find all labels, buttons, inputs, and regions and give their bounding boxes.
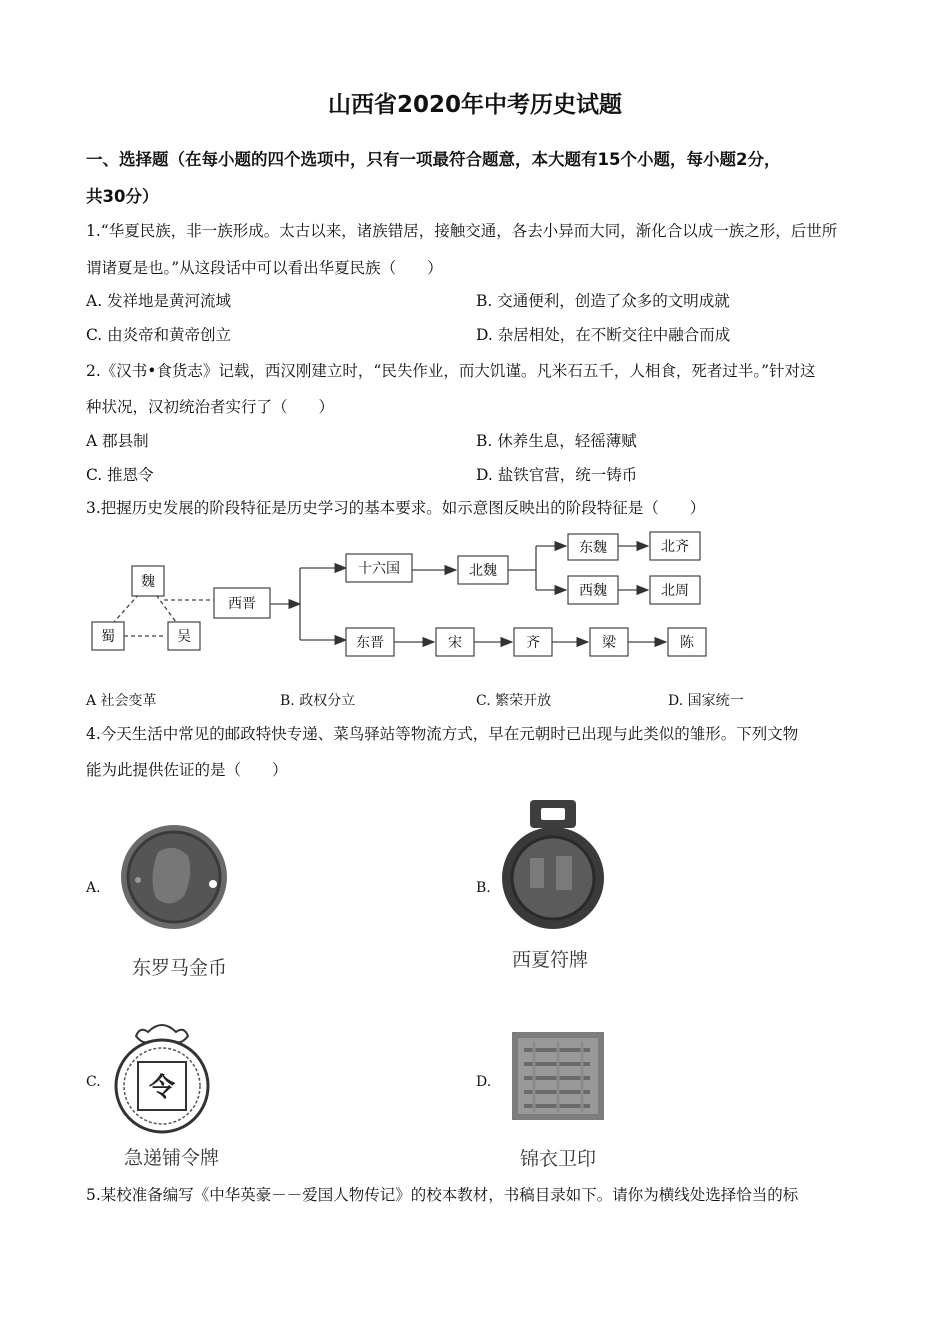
token-glyph: 令 <box>148 1073 176 1103</box>
q3-option-a[interactable]: A 社会变革 <box>86 693 157 709</box>
q5-stem-line1: 5.某校准备编写《中华英豪－－爱国人物传记》的校本教材，书稿目录如下。请你为横线处选择恰当的标 <box>86 1186 799 1204</box>
q3-stem: 3.把握历史发展的阶段特征是历史学习的基本要求。如示意图反映出的阶段特征是（ ） <box>86 499 706 517</box>
q1-stem-line2: 谓诸夏是也。”从这段话中可以看出华夏民族（ ） <box>86 259 443 277</box>
q1-option-d[interactable]: D. 杂居相处，在不断交往中融合而成 <box>476 326 731 344</box>
label-xijin: 西晋 <box>228 596 256 612</box>
q3-option-b[interactable]: B. 政权分立 <box>280 693 356 709</box>
q2-option-b[interactable]: B. 休养生息，轻徭薄赋 <box>476 432 637 450</box>
q2-stem-line2: 种状况，汉初统治者实行了（ ） <box>86 398 335 416</box>
label-wu: 吴 <box>177 629 191 645</box>
label-beizhou: 北周 <box>661 583 689 599</box>
q4-option-d-caption: 锦衣卫印 <box>520 1148 597 1170</box>
q2-option-d[interactable]: D. 盐铁官营，统一铸币 <box>476 466 638 484</box>
label-beiqi: 北齐 <box>661 539 689 555</box>
q4-stem-line1: 4.今天生活中常见的邮政特快专递、菜鸟驿站等物流方式，早在元朝时已出现与此类似的雏形。下列文物 <box>86 725 799 743</box>
section-heading-line1: 一、选择题（在每小题的四个选项中，只有一项最符合题意，本大题有15个小题，每小题2分， <box>86 150 781 169</box>
q2-option-c[interactable]: C. 推恩令 <box>86 466 154 484</box>
q4-option-b-caption: 西夏符牌 <box>512 949 589 971</box>
q4-option-b-label[interactable]: B. <box>476 880 491 896</box>
label-chen: 陈 <box>680 635 694 651</box>
q4-option-a-caption: 东罗马金币 <box>132 957 228 979</box>
label-song: 宋 <box>448 635 462 651</box>
section-heading-line2: 共30分） <box>86 187 159 206</box>
q1-option-a[interactable]: A. 发祥地是黄河流域 <box>86 292 232 310</box>
page-title: 山西省2020年中考历史试题 <box>327 92 622 118</box>
q3-option-d[interactable]: D. 国家统一 <box>668 693 744 709</box>
label-shu: 蜀 <box>101 629 115 645</box>
q4-option-c-label[interactable]: C. <box>86 1074 101 1090</box>
q1-option-b[interactable]: B. 交通便利，创造了众多的文明成就 <box>476 292 730 310</box>
dynasty-diagram <box>84 522 708 662</box>
q1-stem-line1: 1.“华夏民族，非一族形成。太古以来，诸族错居，接触交通，各去小异而大同，渐化合以成一族之形，后世所 <box>86 222 838 240</box>
q4-option-c-caption: 急递铺令牌 <box>124 1147 220 1169</box>
q3-option-c[interactable]: C. 繁荣开放 <box>476 693 552 709</box>
byzantine-coin-image <box>118 822 230 932</box>
q2-stem-line1: 2.《汉书•食货志》记载，西汉刚建立时，“民失作业，而大饥谨。凡米石五千，人相食，死者过半。”针对这 <box>86 362 816 380</box>
q4-stem-line2: 能为此提供佐证的是（ ） <box>86 761 288 779</box>
label-beiwei: 北魏 <box>469 563 497 579</box>
label-xiwei: 西魏 <box>579 583 607 599</box>
label-dongjin: 东晋 <box>356 635 384 651</box>
xixia-tally-image <box>500 798 606 934</box>
q4-option-a-label[interactable]: A. <box>86 880 101 896</box>
jinyiwei-seal-image <box>510 1030 606 1122</box>
label-shiliuguo: 十六国 <box>358 561 400 577</box>
label-wei: 魏 <box>141 574 155 590</box>
label-qi: 齐 <box>526 635 540 651</box>
q1-option-c[interactable]: C. 由炎帝和黄帝创立 <box>86 326 232 344</box>
q4-option-d-label[interactable]: D. <box>476 1074 492 1090</box>
jidipu-token-image <box>110 1018 214 1138</box>
label-liang: 梁 <box>602 635 616 651</box>
q2-option-a[interactable]: A 郡县制 <box>86 432 149 450</box>
label-dongwei: 东魏 <box>579 540 607 556</box>
